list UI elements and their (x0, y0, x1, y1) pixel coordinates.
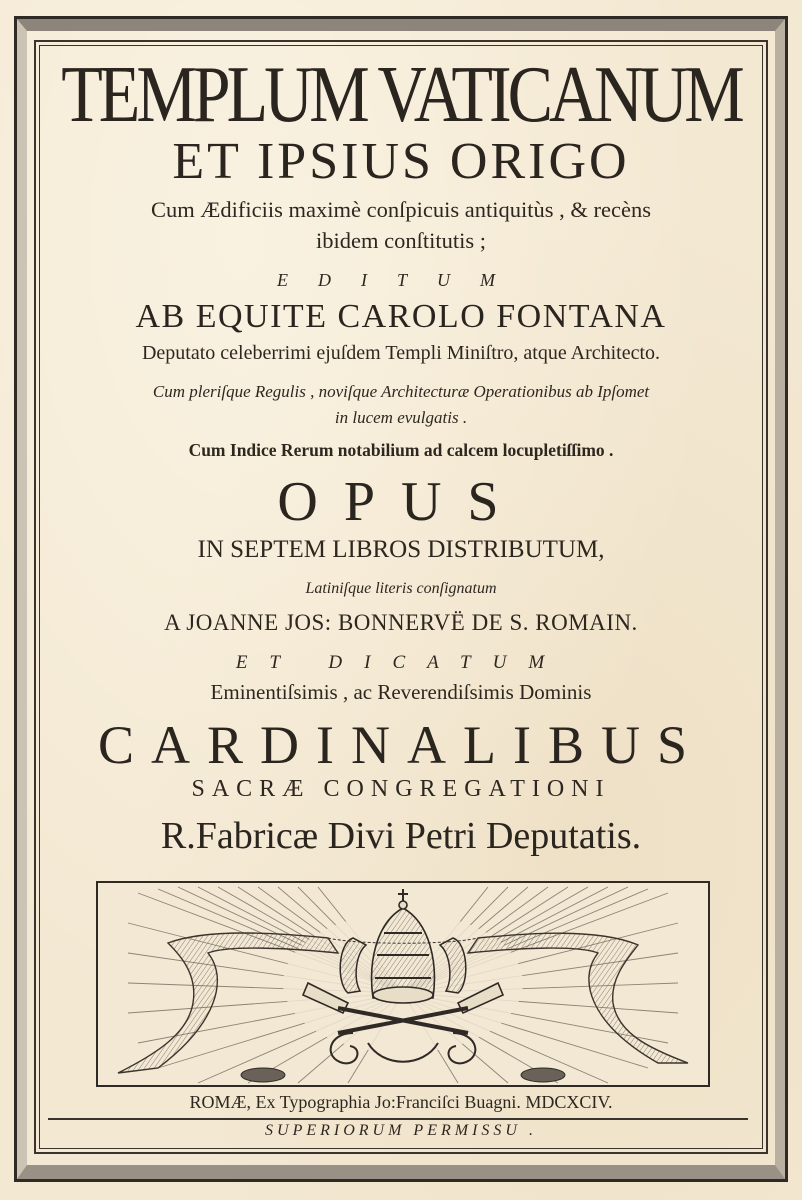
dicatum-label: ET DICATUM (235, 652, 567, 673)
books-note: IN SEPTEM LIBROS DISTRIBUTUM, (197, 536, 605, 563)
main-title: TEMPLUM VATICANUM (61, 49, 741, 139)
imprint-line: ROMÆ, Ex Typographia Jo:Franciſci Buagni. MDCXCIV. (189, 1092, 613, 1112)
author-name: AB EQUITE CAROLO FONTANA (135, 298, 667, 335)
papal-tiara-keys-icon (98, 883, 708, 1085)
rules-line-1: Cum pleriſque Regulis , noviſque Architecturæ Operationibus ab Ipſomet (152, 382, 650, 401)
description-line-1: Cum Ædificiis maximè conſpicuis antiquitùs , & recèns (151, 197, 651, 222)
opus-heading: OPUS (277, 471, 525, 533)
translator-name: A JOANNE JOS: BONNERVË DE S. ROMAIN. (164, 610, 638, 635)
congregation-line: SACRÆ CONGREGATIONI (191, 776, 611, 802)
cardinals-heading: CARDINALIBUS (97, 715, 705, 775)
rules-line-2: in lucem evulgatis . (334, 408, 468, 427)
index-note: Cum Indice Rerum notabilium ad calcem locupletiſſimo . (188, 440, 614, 460)
dedication-line: Eminentiſsimis , ac Reverendiſsimis Dominis (210, 680, 592, 704)
latin-note: Latiniſque literis conſignatum (305, 580, 497, 597)
vignette-papal-arms (96, 881, 710, 1087)
deputies-line: R.Fabricæ Divi Petri Deputatis. (160, 815, 642, 857)
subtitle: ET IPSIUS ORIGO (172, 133, 630, 190)
permission-line: SUPERIORUM PERMISSU . (265, 1122, 537, 1139)
editum-label: EDITUM (277, 270, 525, 290)
author-role: Deputato celeberrimi ejuſdem Templi Miniſtro, atque Architecto. (141, 342, 661, 364)
description-line-2: ibidem conſtitutis ; (316, 228, 486, 253)
imprint-rule (48, 1118, 748, 1120)
